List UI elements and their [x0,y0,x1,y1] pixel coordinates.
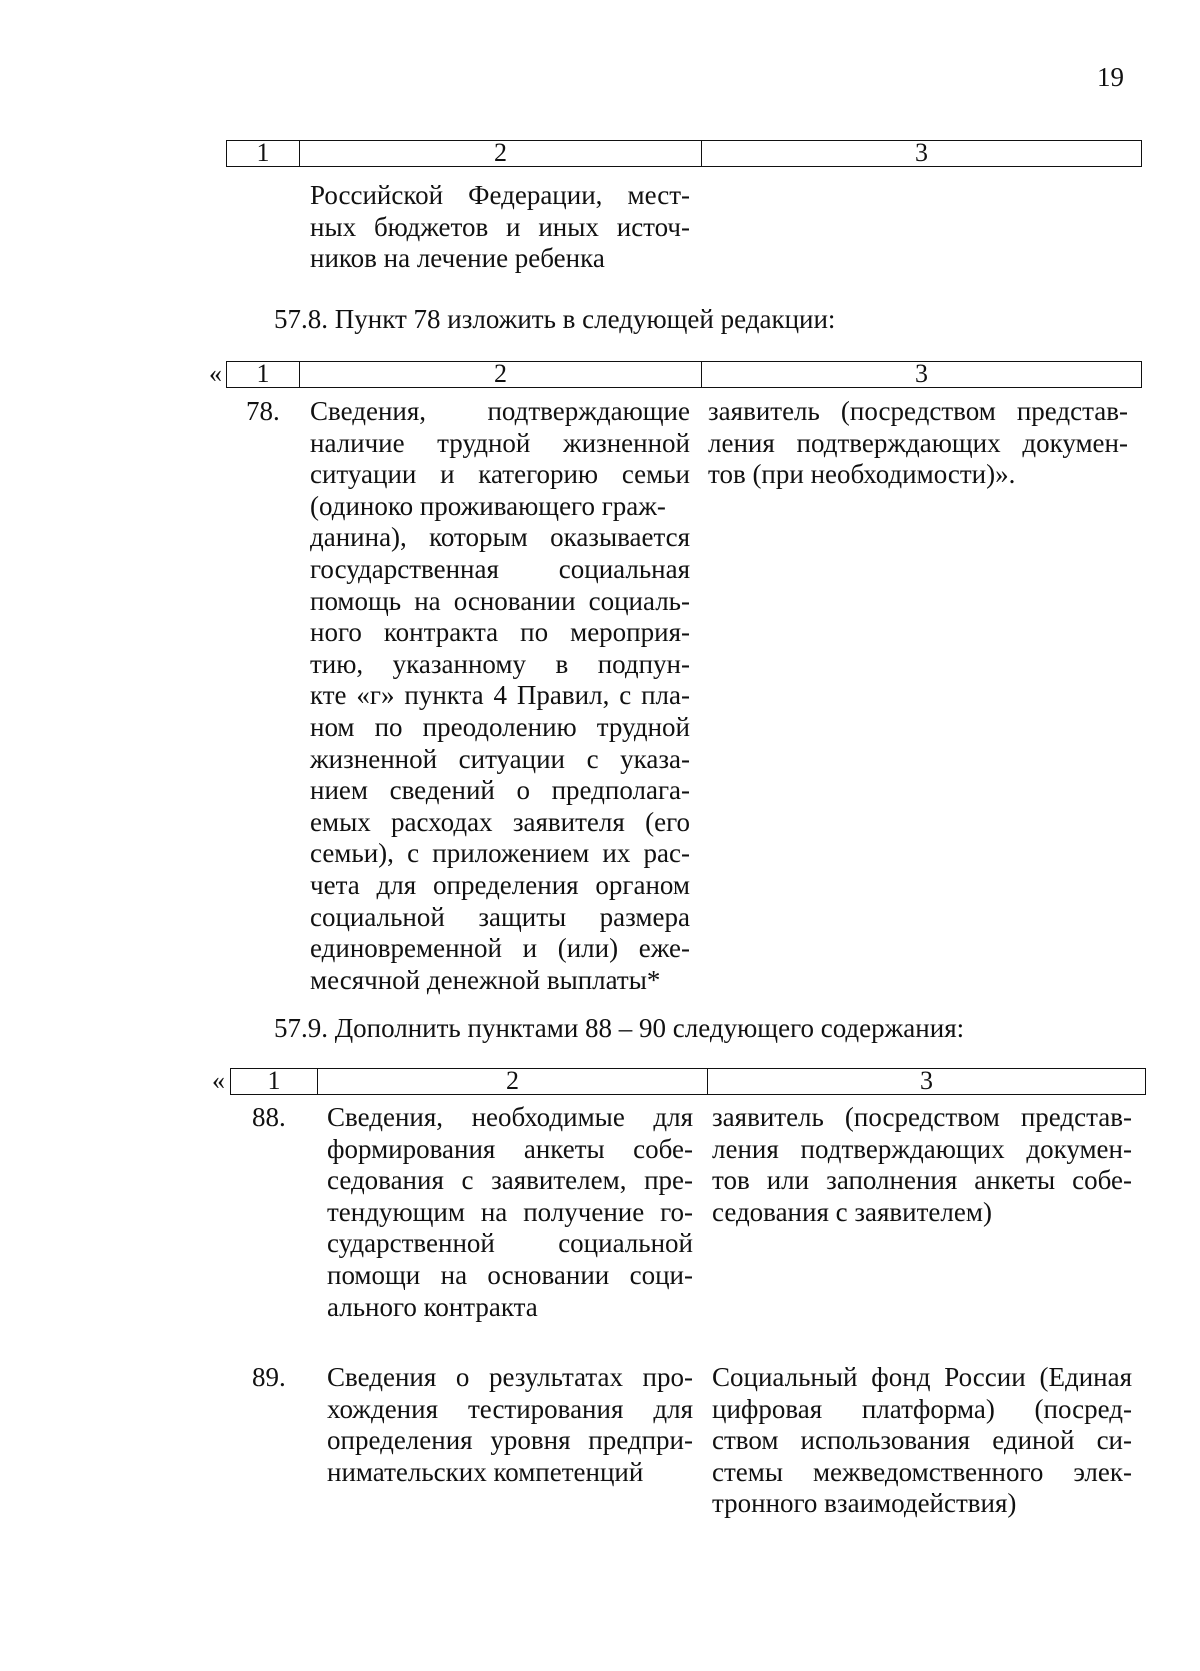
text-line: седования с заявителем, пре- [327,1165,693,1196]
text-line: ного контракта по мероприя- [310,617,690,648]
header-col-2: 2 [299,362,701,387]
text-line: ников на лечение ребенка [310,243,605,274]
text-line: цифровая платформа) (посред- [712,1393,1132,1424]
continuation-col2 [310,180,690,275]
header-col-1: 1 [256,359,270,388]
row-78-col2 [310,396,690,996]
text-line: ситуации и категорию семьи [310,459,690,490]
text-line: формирования анкеты собе- [327,1133,693,1164]
text-line: тендующим на получение го- [327,1196,693,1227]
text-line: тов (при необходимости)». [708,459,1016,490]
text-line: (одиноко проживающего граж- [310,490,666,521]
text-line: Социальный фонд России (Единая [712,1362,1132,1392]
header-col-1: 1 [256,138,270,167]
row-89-col3 [712,1362,1132,1520]
text-line: государственная социальная [310,553,690,584]
text-line: кте «г» пункта 4 Правил, с пла- [310,680,690,711]
opening-quote: « [209,359,222,388]
text-line: определения уровня предпри- [327,1425,693,1456]
text-line: стемы межведомственного элек- [712,1456,1132,1487]
text-line: наличие трудной жизненной [310,427,690,458]
text-line: данина), которым оказывается [310,522,690,553]
text-line: заявитель (посредством представ- [712,1102,1132,1132]
row-number-88: 88. [252,1102,286,1132]
header-col-1: 1 [267,1066,281,1095]
text-line: хождения тестирования для [327,1393,693,1424]
header-col-3: 3 [701,362,1141,387]
text-line: тронного взаимодействия) [712,1488,1017,1519]
row-number-89: 89. [252,1362,286,1392]
row-78-col3 [708,396,1128,491]
row-88-col2 [327,1102,693,1323]
text-line: седования с заявителем) [712,1196,992,1227]
text-line: жизненной ситуации с указа- [310,743,690,774]
header-col-3: 3 [707,1069,1145,1094]
table-header-2 [226,361,1142,388]
text-line: нимательских компетенций [327,1456,644,1487]
table-header-1 [226,140,1142,167]
text-line: единовременной и (или) еже- [310,933,690,964]
header-col-2: 2 [317,1069,707,1094]
opening-quote: « [212,1066,225,1095]
text-line: помощи на основании соци- [327,1259,693,1290]
header-col-2: 2 [299,141,701,166]
text-line: нием сведений о предполага- [310,775,690,806]
text-line: ных бюджетов и иных источ- [310,211,690,242]
text-line: Сведения, необходимые для [327,1102,693,1132]
text-line: ления подтверждающих докумен- [708,427,1128,458]
text-line: социальной защиты размера [310,901,690,932]
paragraph-57-8: 57.8. Пункт 78 изложить в следующей редакции: [274,304,836,334]
table-header-3 [230,1068,1146,1095]
page-number: 19 [1097,62,1124,92]
text-line: Сведения, подтверждающие [310,396,690,426]
text-line: ления подтверждающих докумен- [712,1133,1132,1164]
header-col-3: 3 [701,141,1141,166]
text-line: тов или заполнения анкеты собе- [712,1165,1132,1196]
text-line: месячной денежной выплаты* [310,964,661,995]
text-line: Российской Федерации, мест- [310,180,690,210]
text-line: заявитель (посредством представ- [708,396,1128,426]
text-line: емых расходах заявителя (его [310,806,690,837]
row-number-78: 78. [246,396,280,426]
text-line: Сведения о результатах про- [327,1362,693,1392]
text-line: семьи), с приложением их рас- [310,838,690,869]
text-line: ством использования единой си- [712,1425,1132,1456]
text-line: помощь на основании социаль- [310,585,690,616]
text-line: ном по преодолению трудной [310,711,690,742]
row-88-col3 [712,1102,1132,1228]
text-line: сударственной социальной [327,1228,693,1259]
paragraph-57-9: 57.9. Дополнить пунктами 88 – 90 следующего содержания: [274,1013,965,1043]
text-line: чета для определения органом [310,869,690,900]
row-89-col2 [327,1362,693,1488]
text-line: ального контракта [327,1291,538,1322]
text-line: тию, указанному в подпун- [310,648,690,679]
